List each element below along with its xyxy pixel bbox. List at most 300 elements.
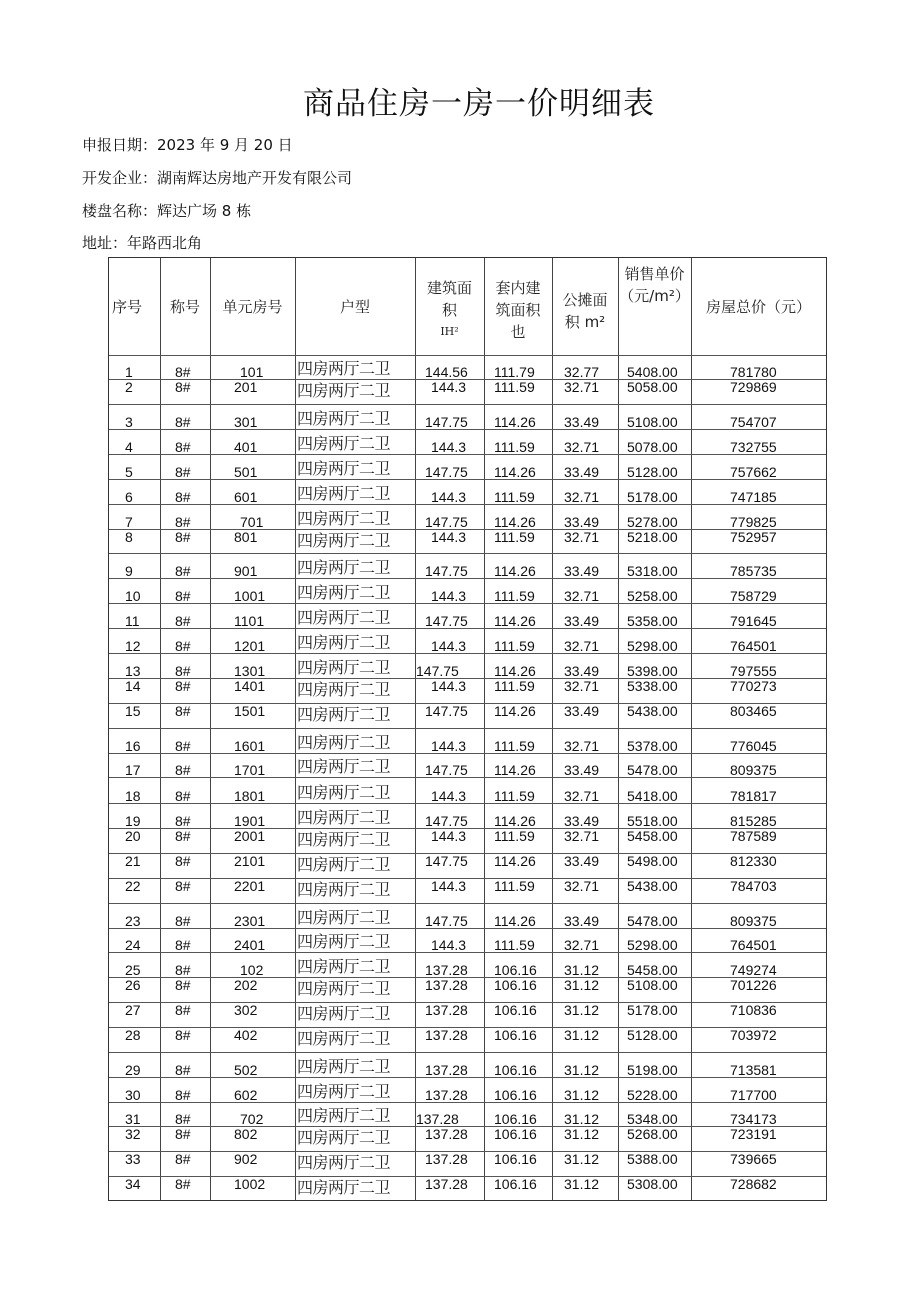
cell-seq: 14 <box>125 678 141 694</box>
cell-inner: 111.59 <box>494 588 535 604</box>
cell-building: 8# <box>175 962 191 978</box>
cell-shared: 32.71 <box>564 878 600 894</box>
header-gross-area <box>415 270 484 350</box>
cell-unit: 1801 <box>234 788 266 804</box>
cell-unit: 1002 <box>234 1176 266 1192</box>
project-name-value: 辉达广场 8 栋 <box>157 202 252 220</box>
cell-shared: 32.71 <box>564 489 600 505</box>
cell-seq: 6 <box>125 489 133 505</box>
cell-shared: 32.71 <box>564 379 600 395</box>
cell-price: 5498.00 <box>627 853 678 869</box>
cell-layout: 四房两厅二卫 <box>297 531 391 550</box>
cell-building: 8# <box>175 1151 191 1167</box>
cell-unit: 101 <box>240 364 264 380</box>
cell-shared: 31.12 <box>564 1062 600 1078</box>
cell-building: 8# <box>175 703 191 719</box>
cell-seq: 19 <box>125 813 141 829</box>
cell-unit: 1401 <box>234 678 266 694</box>
cell-inner: 106.16 <box>494 977 537 993</box>
cell-building: 8# <box>175 1176 191 1192</box>
cell-layout: 四房两厅二卫 <box>297 680 391 699</box>
cell-building: 8# <box>175 529 191 545</box>
table-row <box>109 678 826 703</box>
table-row <box>109 903 826 928</box>
table-row <box>109 1151 826 1176</box>
cell-layout: 四房两厅二卫 <box>297 1153 391 1172</box>
cell-seq: 2 <box>125 379 133 395</box>
cell-seq: 11 <box>125 613 140 629</box>
cell-seq: 18 <box>125 788 141 804</box>
cell-building: 8# <box>175 977 191 993</box>
cell-total: 734173 <box>730 1111 777 1127</box>
cell-total: 752957 <box>730 529 777 545</box>
table-row <box>109 1176 826 1201</box>
cell-inner: 114.26 <box>494 563 536 579</box>
table-row <box>109 379 826 404</box>
cell-price: 5458.00 <box>627 962 678 978</box>
table-row <box>109 653 826 678</box>
header-unit-price-line2: （元/m²） <box>619 287 690 305</box>
cell-inner: 106.16 <box>494 1027 537 1043</box>
cell-unit: 1701 <box>234 762 266 778</box>
cell-inner: 114.26 <box>494 514 536 530</box>
cell-layout: 四房两厅二卫 <box>297 880 391 899</box>
cell-price: 5478.00 <box>627 762 678 778</box>
cell-seq: 31 <box>125 1111 141 1127</box>
cell-building: 8# <box>175 937 191 953</box>
cell-unit: 2001 <box>234 828 266 844</box>
cell-inner: 106.16 <box>494 1176 537 1192</box>
cell-building: 8# <box>175 414 191 430</box>
cell-seq: 25 <box>125 962 141 978</box>
cell-total: 791645 <box>730 613 777 629</box>
cell-building: 8# <box>175 678 191 694</box>
header-shared-area <box>552 266 618 356</box>
developer-value: 湖南辉达房地产开发有限公司 <box>157 169 353 187</box>
table-row <box>109 429 826 454</box>
cell-shared: 33.49 <box>564 414 600 430</box>
cell-gross: 144.3 <box>431 529 467 545</box>
cell-seq: 7 <box>125 514 133 530</box>
price-detail-table <box>108 257 827 1201</box>
table-row <box>109 578 826 603</box>
cell-gross: 147.75 <box>425 703 468 719</box>
header-inner-area-line3: 也 <box>510 323 526 341</box>
header-building-label: 称号 <box>169 297 200 316</box>
cell-gross: 147.75 <box>425 853 468 869</box>
cell-inner: 114.26 <box>494 703 536 719</box>
cell-price: 5218.00 <box>627 529 678 545</box>
cell-building: 8# <box>175 1126 191 1142</box>
cell-inner: 106.16 <box>494 1151 537 1167</box>
cell-gross: 147.75 <box>425 762 468 778</box>
cell-price: 5318.00 <box>627 563 678 579</box>
cell-unit: 502 <box>234 1062 258 1078</box>
header-total-price-label: 房屋总价（元） <box>705 297 811 316</box>
cell-total: 812330 <box>730 853 777 869</box>
cell-unit: 202 <box>234 977 258 993</box>
cell-seq: 3 <box>125 414 133 430</box>
header-unit-label: 单元房号 <box>222 297 283 316</box>
cell-total: 757662 <box>730 464 777 480</box>
cell-price: 5338.00 <box>627 678 678 694</box>
cell-layout: 四房两厅二卫 <box>297 932 391 951</box>
cell-unit: 802 <box>234 1126 258 1142</box>
cell-unit: 402 <box>234 1027 258 1043</box>
cell-seq: 16 <box>125 738 141 754</box>
cell-inner: 106.16 <box>494 1126 537 1142</box>
cell-seq: 33 <box>125 1151 141 1167</box>
cell-price: 5298.00 <box>627 937 678 953</box>
cell-seq: 9 <box>125 563 133 579</box>
address-value: 年路西北角 <box>127 234 203 252</box>
cell-gross: 144.3 <box>431 937 467 953</box>
header-unit-price-line1: 销售单价 <box>624 265 685 283</box>
cell-price: 5388.00 <box>627 1151 678 1167</box>
header-inner-area-line1: 套内建 <box>495 279 541 297</box>
cell-layout: 四房两厅二卫 <box>297 509 391 528</box>
cell-layout: 四房两厅二卫 <box>297 1004 391 1023</box>
header-seq-label: 序号 <box>111 297 142 316</box>
cell-gross: 144.3 <box>431 588 467 604</box>
cell-shared: 32.71 <box>564 638 600 654</box>
cell-gross: 144.3 <box>431 439 467 455</box>
cell-price: 5458.00 <box>627 828 678 844</box>
cell-shared: 33.49 <box>564 853 600 869</box>
cell-price: 5408.00 <box>627 364 678 380</box>
cell-layout: 四房两厅二卫 <box>297 658 391 677</box>
cell-seq: 4 <box>125 439 133 455</box>
project-name-label: 楼盘名称： <box>82 202 158 220</box>
report-date-label: 申报日期： <box>82 136 158 154</box>
table-row <box>109 703 826 728</box>
cell-inner: 111.59 <box>494 439 535 455</box>
table-row <box>109 1102 826 1126</box>
cell-inner: 111.59 <box>494 937 535 953</box>
cell-total: 776045 <box>730 738 777 754</box>
cell-shared: 33.49 <box>564 563 600 579</box>
cell-unit: 801 <box>234 529 258 545</box>
cell-seq: 15 <box>125 703 141 719</box>
cell-inner: 111.59 <box>494 878 535 894</box>
cell-price: 5358.00 <box>627 613 678 629</box>
cell-layout: 四房两厅二卫 <box>297 459 391 478</box>
cell-inner: 111.59 <box>494 788 535 804</box>
cell-inner: 111.59 <box>494 678 535 694</box>
cell-gross: 144.3 <box>431 878 467 894</box>
cell-total: 747185 <box>730 489 777 505</box>
cell-layout: 四房两厅二卫 <box>297 1106 391 1125</box>
header-inner-area <box>484 270 552 350</box>
cell-unit: 1901 <box>234 813 266 829</box>
cell-inner: 111.59 <box>494 828 535 844</box>
cell-layout: 四房两厅二卫 <box>297 1057 391 1076</box>
cell-layout: 四房两厅二卫 <box>297 733 391 752</box>
table-row <box>109 878 826 903</box>
cell-total: 787589 <box>730 828 777 844</box>
cell-total: 729869 <box>730 379 777 395</box>
cell-inner: 111.59 <box>494 529 535 545</box>
cell-unit: 2301 <box>234 913 266 929</box>
cell-unit: 401 <box>234 439 258 455</box>
cell-building: 8# <box>175 563 191 579</box>
cell-inner: 114.26 <box>494 464 536 480</box>
cell-total: 809375 <box>730 762 777 778</box>
cell-shared: 33.49 <box>564 762 600 778</box>
cell-layout: 四房两厅二卫 <box>297 359 391 378</box>
cell-total: 739665 <box>730 1151 777 1167</box>
cell-gross: 144.56 <box>425 364 468 380</box>
cell-seq: 20 <box>125 828 141 844</box>
cell-building: 8# <box>175 738 191 754</box>
cell-shared: 32.71 <box>564 529 600 545</box>
header-layout <box>295 258 415 355</box>
document-title: 商品住房一房一价明细表 <box>303 86 655 122</box>
cell-total: 803465 <box>730 703 777 719</box>
cell-shared: 31.12 <box>564 1087 600 1103</box>
cell-shared: 32.71 <box>564 678 600 694</box>
header-layout-label: 户型 <box>339 297 370 316</box>
cell-price: 5058.00 <box>627 379 678 395</box>
cell-inner: 111.59 <box>494 738 535 754</box>
cell-layout: 四房两厅二卫 <box>297 484 391 503</box>
cell-price: 5198.00 <box>627 1062 678 1078</box>
cell-inner: 114.26 <box>494 813 536 829</box>
cell-building: 8# <box>175 588 191 604</box>
cell-total: 815285 <box>730 813 777 829</box>
cell-layout: 四房两厅二卫 <box>297 381 391 400</box>
cell-price: 5078.00 <box>627 439 678 455</box>
cell-total: 710836 <box>730 1002 777 1018</box>
cell-seq: 30 <box>125 1087 141 1103</box>
table-row <box>109 1027 826 1052</box>
cell-unit: 1201 <box>234 638 266 654</box>
cell-layout: 四房两厅二卫 <box>297 855 391 874</box>
cell-building: 8# <box>175 439 191 455</box>
cell-shared: 32.71 <box>564 788 600 804</box>
cell-building: 8# <box>175 828 191 844</box>
cell-layout: 四房两厅二卫 <box>297 908 391 927</box>
cell-gross: 137.28 <box>425 1087 468 1103</box>
cell-gross: 144.3 <box>431 738 467 754</box>
cell-building: 8# <box>175 364 191 380</box>
cell-shared: 33.49 <box>564 464 600 480</box>
address-label: 地址： <box>82 234 128 252</box>
cell-price: 5228.00 <box>627 1087 678 1103</box>
table-row <box>109 603 826 628</box>
cell-seq: 22 <box>125 878 141 894</box>
cell-total: 764501 <box>730 937 777 953</box>
cell-inner: 114.26 <box>494 762 536 778</box>
cell-shared: 33.49 <box>564 663 600 679</box>
cell-building: 8# <box>175 489 191 505</box>
cell-shared: 32.77 <box>564 364 600 380</box>
report-date-value: 2023 年 9 月 20 日 <box>157 136 293 154</box>
cell-seq: 1 <box>125 364 133 380</box>
cell-gross: 147.75 <box>416 663 459 679</box>
cell-unit: 901 <box>234 563 258 579</box>
cell-layout: 四房两厅二卫 <box>297 1082 391 1101</box>
cell-gross: 147.75 <box>425 613 468 629</box>
cell-seq: 32 <box>125 1126 141 1142</box>
cell-price: 5398.00 <box>627 663 678 679</box>
cell-shared: 31.12 <box>564 1111 600 1127</box>
table-row <box>109 479 826 504</box>
cell-price: 5108.00 <box>627 414 678 430</box>
cell-inner: 111.59 <box>494 489 535 505</box>
cell-total: 781817 <box>730 788 777 804</box>
cell-gross: 147.75 <box>425 514 468 530</box>
cell-gross: 137.28 <box>425 1002 468 1018</box>
cell-inner: 106.16 <box>494 1002 537 1018</box>
cell-unit: 2101 <box>234 853 266 869</box>
cell-shared: 32.71 <box>564 937 600 953</box>
cell-gross: 137.28 <box>425 1151 468 1167</box>
cell-price: 5178.00 <box>627 1002 678 1018</box>
cell-inner: 114.26 <box>494 853 536 869</box>
cell-layout: 四房两厅二卫 <box>297 583 391 602</box>
header-shared-area-line2: 积 m² <box>564 313 606 331</box>
cell-gross: 147.75 <box>425 414 468 430</box>
table-row <box>109 728 826 753</box>
cell-price: 5438.00 <box>627 703 678 719</box>
cell-building: 8# <box>175 788 191 804</box>
cell-shared: 33.49 <box>564 913 600 929</box>
cell-price: 5348.00 <box>627 1111 678 1127</box>
cell-unit: 601 <box>234 489 258 505</box>
table-row <box>109 553 826 578</box>
cell-unit: 1001 <box>234 588 266 604</box>
cell-shared: 33.49 <box>564 514 600 530</box>
cell-building: 8# <box>175 762 191 778</box>
table-row <box>109 828 826 853</box>
cell-inner: 114.26 <box>494 613 536 629</box>
cell-shared: 33.49 <box>564 613 600 629</box>
cell-gross: 137.28 <box>416 1111 459 1127</box>
project-name <box>82 200 251 221</box>
developer-label: 开发企业： <box>82 169 158 187</box>
header-inner-area-line2: 筑面积 <box>495 301 541 319</box>
cell-gross: 144.3 <box>431 489 467 505</box>
cell-inner: 114.26 <box>494 913 536 929</box>
cell-unit: 2401 <box>234 937 266 953</box>
cell-inner: 114.26 <box>494 663 536 679</box>
cell-building: 8# <box>175 638 191 654</box>
cell-gross: 137.28 <box>425 1027 468 1043</box>
table-row <box>109 853 826 878</box>
cell-shared: 32.71 <box>564 439 600 455</box>
cell-price: 5128.00 <box>627 1027 678 1043</box>
table-row <box>109 977 826 1002</box>
cell-unit: 1601 <box>234 738 266 754</box>
cell-price: 5518.00 <box>627 813 678 829</box>
cell-unit: 2201 <box>234 878 266 894</box>
cell-building: 8# <box>175 913 191 929</box>
cell-shared: 33.49 <box>564 813 600 829</box>
cell-layout: 四房两厅二卫 <box>297 558 391 577</box>
table-row <box>109 777 826 803</box>
table-row <box>109 504 826 529</box>
cell-shared: 31.12 <box>564 1126 600 1142</box>
cell-unit: 1101 <box>234 613 265 629</box>
cell-layout: 四房两厅二卫 <box>297 979 391 998</box>
cell-building: 8# <box>175 663 191 679</box>
cell-building: 8# <box>175 514 191 530</box>
cell-total: 797555 <box>730 663 777 679</box>
cell-gross: 147.75 <box>425 563 468 579</box>
cell-building: 8# <box>175 1002 191 1018</box>
address <box>82 232 202 253</box>
cell-building: 8# <box>175 464 191 480</box>
cell-shared: 31.12 <box>564 1002 600 1018</box>
cell-total: 758729 <box>730 588 777 604</box>
cell-seq: 26 <box>125 977 141 993</box>
header-gross-area-line3: IH² <box>440 325 459 338</box>
cell-gross: 147.75 <box>425 464 468 480</box>
header-shared-area-line1: 公摊面 <box>562 291 608 309</box>
cell-inner: 114.26 <box>494 414 536 430</box>
cell-layout: 四房两厅二卫 <box>297 434 391 453</box>
cell-total: 749274 <box>730 962 777 978</box>
cell-unit: 301 <box>234 414 258 430</box>
cell-building: 8# <box>175 379 191 395</box>
cell-price: 5308.00 <box>627 1176 678 1192</box>
cell-building: 8# <box>175 1087 191 1103</box>
cell-unit: 102 <box>240 962 264 978</box>
header-unit-price <box>618 260 691 310</box>
cell-layout: 四房两厅二卫 <box>297 757 391 776</box>
cell-layout: 四房两厅二卫 <box>297 1128 391 1147</box>
cell-shared: 32.71 <box>564 738 600 754</box>
cell-total: 717700 <box>730 1087 777 1103</box>
cell-price: 5478.00 <box>627 913 678 929</box>
cell-layout: 四房两厅二卫 <box>297 783 391 802</box>
cell-total: 809375 <box>730 913 777 929</box>
cell-seq: 12 <box>125 638 141 654</box>
cell-gross: 144.3 <box>431 379 467 395</box>
cell-layout: 四房两厅二卫 <box>297 409 391 428</box>
cell-seq: 5 <box>125 464 133 480</box>
cell-gross: 137.28 <box>425 962 468 978</box>
table-row <box>109 529 826 553</box>
cell-gross: 137.28 <box>425 1176 468 1192</box>
cell-inner: 106.16 <box>494 1111 537 1127</box>
cell-inner: 111.79 <box>494 364 535 380</box>
cell-price: 5268.00 <box>627 1126 678 1142</box>
cell-layout: 四房两厅二卫 <box>297 957 391 976</box>
cell-unit: 902 <box>234 1151 258 1167</box>
cell-total: 781780 <box>730 364 777 380</box>
cell-seq: 23 <box>125 913 141 929</box>
cell-layout: 四房两厅二卫 <box>297 633 391 652</box>
cell-price: 5418.00 <box>627 788 678 804</box>
table-row <box>109 1002 826 1027</box>
cell-unit: 501 <box>234 464 258 480</box>
cell-total: 723191 <box>730 1126 777 1142</box>
cell-price: 5128.00 <box>627 464 678 480</box>
cell-gross: 147.75 <box>425 913 468 929</box>
cell-total: 713581 <box>730 1062 777 1078</box>
cell-gross: 137.28 <box>425 1126 468 1142</box>
cell-building: 8# <box>175 813 191 829</box>
cell-layout: 四房两厅二卫 <box>297 830 391 849</box>
header-unit <box>210 258 295 355</box>
cell-price: 5278.00 <box>627 514 678 530</box>
cell-building: 8# <box>175 1027 191 1043</box>
cell-layout: 四房两厅二卫 <box>297 608 391 627</box>
cell-layout: 四房两厅二卫 <box>297 705 391 724</box>
cell-building: 8# <box>175 853 191 869</box>
